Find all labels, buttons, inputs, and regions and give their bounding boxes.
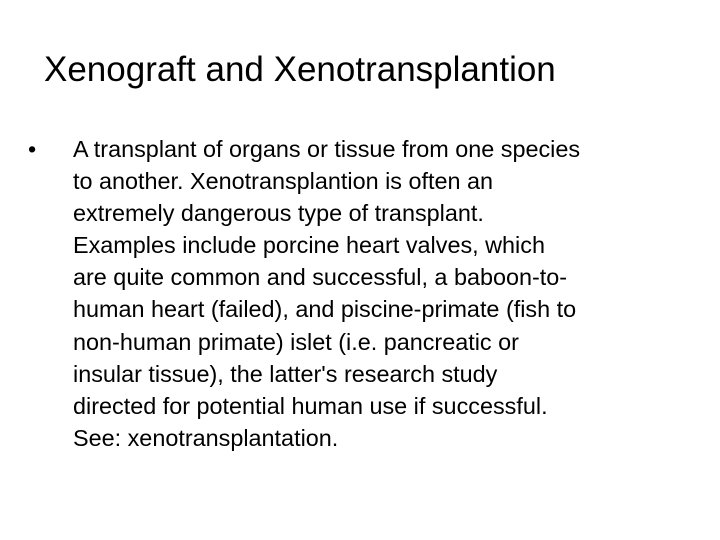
bullet-line: See: xenotransplantation.	[73, 424, 339, 451]
bullet-marker: •	[28, 136, 37, 162]
bullet-line: are quite common and successful, a baboon-to-	[73, 264, 568, 291]
bullet-line: non-human primate) islet (i.e. pancreatic or	[73, 328, 519, 355]
slide-title: Xenograft and Xenotransplantion	[44, 50, 556, 89]
bullet-item	[28, 133, 698, 454]
bullet-line: insular tissue), the latter's research study	[73, 360, 498, 387]
bullet-list	[28, 133, 698, 454]
bullet-line: Examples include porcine heart valves, which	[73, 232, 545, 259]
bullet-line: directed for potential human use if successful.	[73, 392, 548, 419]
bullet-line: extremely dangerous type of transplant.	[73, 200, 484, 227]
bullet-line: to another. Xenotransplantion is often an	[73, 168, 494, 195]
bullet-line: A transplant of organs or tissue from one species	[73, 136, 581, 162]
bullet-line: human heart (failed), and piscine-primate (fish to	[73, 296, 577, 323]
